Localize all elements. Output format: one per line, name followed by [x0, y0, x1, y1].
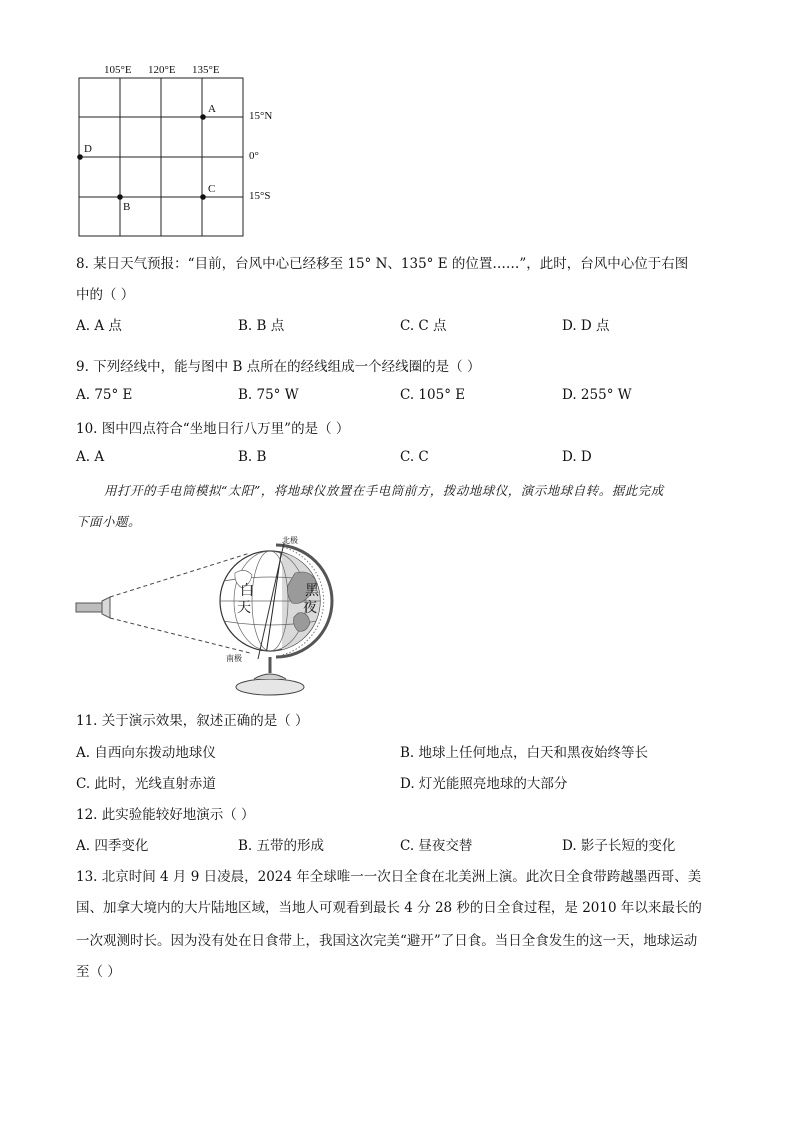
question-13-line-2: 国、加拿大境内的大片陆地区域，当地人可观看到最长 4 分 28 秒的日全食过程，是 2010 年以来最长的 [76, 900, 702, 916]
night-label-2: 夜 [303, 600, 317, 616]
night-label-1: 黑 [305, 583, 319, 599]
question-10-text: 10. 图中四点符合“坐地日行八万里”的是（ ） [76, 421, 350, 437]
question-13-line-3: 一次观测时长。因为没有处在日食带上，我国这次完美“避开”了日食。当日全食发生的这一天，地球运动 [76, 933, 698, 949]
north-pole-label: 北极 [282, 536, 298, 545]
question-12-option-d: D. 影子长短的变化 [562, 838, 676, 854]
question-9-option-d: D. 255° W [562, 387, 632, 403]
question-12-option-a: A. 四季变化 [76, 838, 149, 854]
point-b-label: B [123, 201, 131, 213]
point-b-marker [117, 194, 123, 200]
question-8-option-c: C. C 点 [400, 318, 447, 334]
question-8-line-1: 8. 某日天气预报：“目前，台风中心已经移至 15° N、135° E 的位置……”，此时，台风中心位于右图 [76, 256, 689, 272]
point-c-label: C [208, 183, 216, 195]
question-11-option-c: C. 此时，光线直射赤道 [76, 776, 216, 792]
question-8-line-2: 中的（ ） [76, 287, 135, 303]
lat-label-0: 0° [249, 150, 259, 162]
day-label-2: 天 [237, 600, 251, 616]
lon-label-105e: 105°E [104, 64, 132, 76]
lat-label-15n: 15°N [249, 110, 273, 122]
question-8-option-d: D. D 点 [562, 318, 610, 334]
question-11-text: 11. 关于演示效果，叙述正确的是（ ） [76, 713, 309, 729]
question-8-option-a: A. A 点 [76, 318, 122, 334]
question-11-option-d: D. 灯光能照亮地球的大部分 [400, 776, 568, 792]
globe-flashlight-figure [70, 533, 340, 703]
question-11-option-b: B. 地球上任何地点，白天和黑夜始终等长 [400, 745, 649, 761]
flashlight-icon [76, 597, 110, 618]
intro-line-2: 下面小题。 [76, 514, 142, 529]
question-12-option-b: B. 五带的形成 [238, 838, 325, 854]
question-10-option-d: D. D [562, 449, 592, 465]
point-a-marker [200, 114, 206, 120]
point-d-marker [77, 154, 83, 160]
question-8-option-b: B. B 点 [238, 318, 285, 334]
question-9-option-b: B. 75° W [238, 387, 299, 403]
question-12-option-c: C. 昼夜交替 [400, 838, 473, 854]
question-13-line-1: 13. 北京时间 4 月 9 日凌晨，2024 年全球唯一一次日全食在北美洲上演。此次日全食带跨越墨西哥、美 [76, 869, 702, 885]
lat-lon-grid [78, 77, 248, 239]
day-label-1: 白 [240, 583, 254, 599]
question-13-line-4: 至（ ） [76, 964, 121, 980]
question-10-option-c: C. C [400, 449, 429, 465]
question-9-option-c: C. 105° E [400, 387, 466, 403]
lat-label-15s: 15°S [249, 190, 271, 202]
point-d-label: D [84, 143, 92, 155]
lon-label-120e: 120°E [148, 64, 176, 76]
lon-label-135e: 135°E [192, 64, 220, 76]
question-9-option-a: A. 75° E [76, 387, 133, 403]
question-11-option-a: A. 自西向东拨动地球仪 [76, 745, 216, 761]
question-12-text: 12. 此实验能较好地演示（ ） [76, 807, 255, 823]
point-c-marker [200, 194, 206, 200]
question-10-option-b: B. B [238, 449, 267, 465]
question-10-option-a: A. A [76, 449, 105, 465]
intro-line-1: 用打开的手电筒模拟“太阳”，将地球仪放置在手电筒前方，拨动地球仪，演示地球自转。据此完成 [104, 483, 664, 498]
question-9-text: 9. 下列经线中，能与图中 B 点所在的经线组成一个经线圈的是（ ） [76, 359, 481, 375]
south-pole-label: 南极 [226, 654, 242, 663]
point-a-label: A [208, 103, 216, 115]
